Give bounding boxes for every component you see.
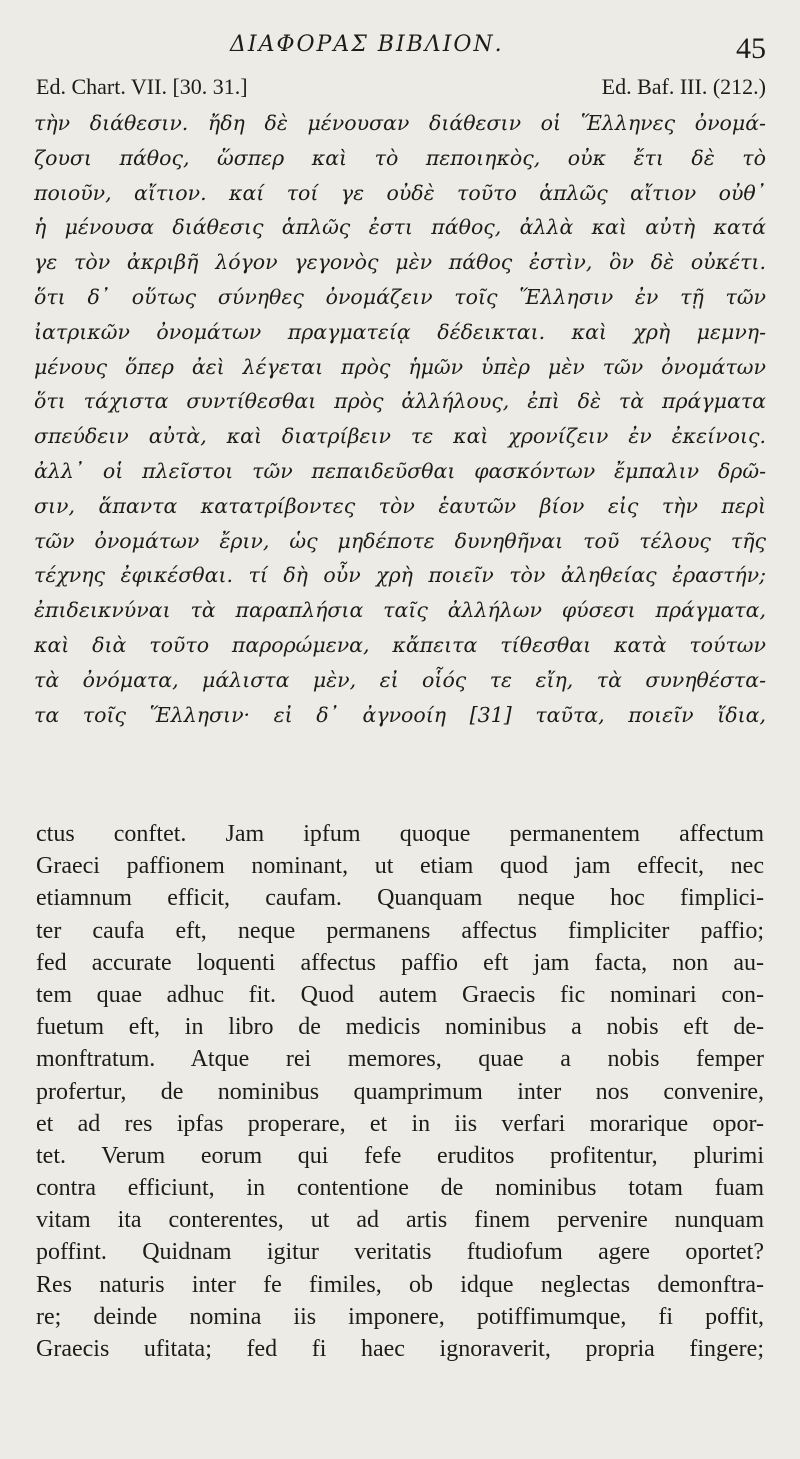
running-title: ΔΙΑΦΟΡΑΣ ΒΙΒΛΙΟΝ. [230,32,504,57]
edition-chart-reference: Ed. Chart. VII. [30. 31.] [36,74,248,99]
latin-text-line: et ad res ipfas properare, et in iis verfari morarique opor- [36,1110,764,1137]
latin-text-line: poffint. Quidnam igitur veritatis ftudiofum agere oportet? [36,1239,764,1266]
greek-text-line: ὅτι τάχιστα συντίθεσθαι πρὸς ἀλλήλους, ἐπὶ δὲ τὰ πράγματα [34,389,766,414]
greek-text-line: σιν, ἅπαντα κατατρίβοντες τὸν ἑαυτῶν βίον εἰς τὴν περὶ [34,493,766,518]
greek-text-line: ἡ μένουσα διάθεσις ἁπλῶς ἐστι πάθος, ἀλλὰ καὶ αὐτὴ κατά [34,215,766,240]
latin-text-line: re; deinde nomina iis imponere, potiffimumque, fi poffit, [36,1303,764,1330]
latin-text-line: tet. Verum eorum qui fefe eruditos profitentur, plurimi [36,1142,764,1169]
greek-text-line: τῶν ὀνομάτων ἔριν, ὡς μηδέποτε δυνηθῆναι τοῦ τέλους τῆς [34,528,766,553]
greek-text-line: ἰατρικῶν ὀνομάτων πραγματείᾳ δέδεικται. καὶ χρὴ μεμνη- [34,319,766,344]
latin-text-line: vitam ita conterentes, ut ad artis finem pervenire nunquam [36,1207,764,1234]
latin-text-line: etiamnum efficit, caufam. Quanquam neque hoc fimplici- [36,885,764,912]
latin-text-line: ter caufa eft, neque permanens affectus fimpliciter paffio; [36,917,764,944]
latin-text-line: fed accurate loquenti affectus paffio eft jam facta, non au- [36,949,764,976]
greek-text-line: ἐπιδεικνύναι τὰ παραπλήσια ταῖς ἀλλήλων φύσεσι πράγματα, [34,598,766,623]
greek-text-line: ὅτι δ᾽ οὕτως σύνηθες ὀνομάζειν τοῖς Ἕλλησιν ἐν τῇ τῶν [34,284,766,309]
latin-text-line: contra efficiunt, in contentione de nominibus totam fuam [36,1175,764,1202]
latin-text-line: Graeci paffionem nominant, ut etiam quod jam effecit, nec [36,853,764,880]
latin-text-line: ctus conftet. Jam ipfum quoque permanentem affectum [36,821,764,847]
page-number: 45 [736,32,766,65]
latin-text-line: fuetum eft, in libro de medicis nominibus a nobis eft de- [36,1014,764,1041]
greek-text-line: ζουσι πάθος, ὥσπερ καὶ τὸ πεποιηκὸς, οὐκ ἔτι δὲ τὸ [34,145,766,170]
greek-text-line: γε τὸν ἀκριβῆ λόγον γεγονὸς μὲν πάθος ἐστὶν, ὃν δὲ οὐκέτι. [34,250,766,275]
latin-translation-block [36,818,764,1365]
latin-text-line: monftratum. Atque rei memores, quae a nobis femper [36,1046,764,1073]
latin-text-line: Graecis ufitata; fed fi haec ignoraverit, propria fingere; [36,1336,764,1362]
running-head [0,30,800,66]
greek-text-line: σπεύδειν αὐτὰ, καὶ διατρίβειν τε καὶ χρονίζειν ἐν ἐκείνοις. [34,424,766,449]
greek-text-line: ποιοῦν, αἴτιον. καί τοί γε οὐδὲ τοῦτο ἁπλῶς αἴτιον οὐθ᾽ [34,180,766,205]
greek-text-line: τα τοῖς Ἕλλησιν· εἰ δ᾽ ἀγνοοίη [31] ταῦτα, ποιεῖν ἴδια, [34,702,766,727]
latin-text-line: tem quae adhuc fit. Quod autem Graecis fic nominari con- [36,981,764,1008]
greek-text-line: μένους ὅπερ ἀεὶ λέγεται πρὸς ἡμῶν ὑπὲρ μὲν τῶν ὀνομάτων [34,354,766,379]
greek-text-line: τὴν διάθεσιν. ἤδη δὲ μένουσαν διάθεσιν οἱ Ἕλληνες ὀνομά- [34,111,766,135]
greek-text-block [34,106,766,732]
greek-text-line: καὶ διὰ τοῦτο παρορώμενα, κἄπειτα τίθεσθαι κατὰ τούτων [34,632,766,657]
latin-text-line: Res naturis inter fe fimiles, ob idque neglectas demonftra- [36,1271,764,1298]
edition-basel-reference: Ed. Baf. III. (212.) [601,74,766,99]
greek-text-line: τὰ ὀνόματα, μάλιστα μὲν, εἰ οἷός τε εἴη, τὰ συνηθέστα- [34,667,766,692]
greek-text-line: ἀλλ᾽ οἱ πλεῖστοι τῶν πεπαιδεῦσθαι φασκόντων ἔμπαλιν δρῶ- [34,458,766,483]
greek-text-line: τέχνης ἐφικέσθαι. τί δὴ οὖν χρὴ ποιεῖν τὸν ἀληθείας ἐραστήν; [34,563,766,588]
latin-text-line: profertur, de nominibus quamprimum inter nos convenire, [36,1078,764,1105]
edition-reference [36,74,766,104]
